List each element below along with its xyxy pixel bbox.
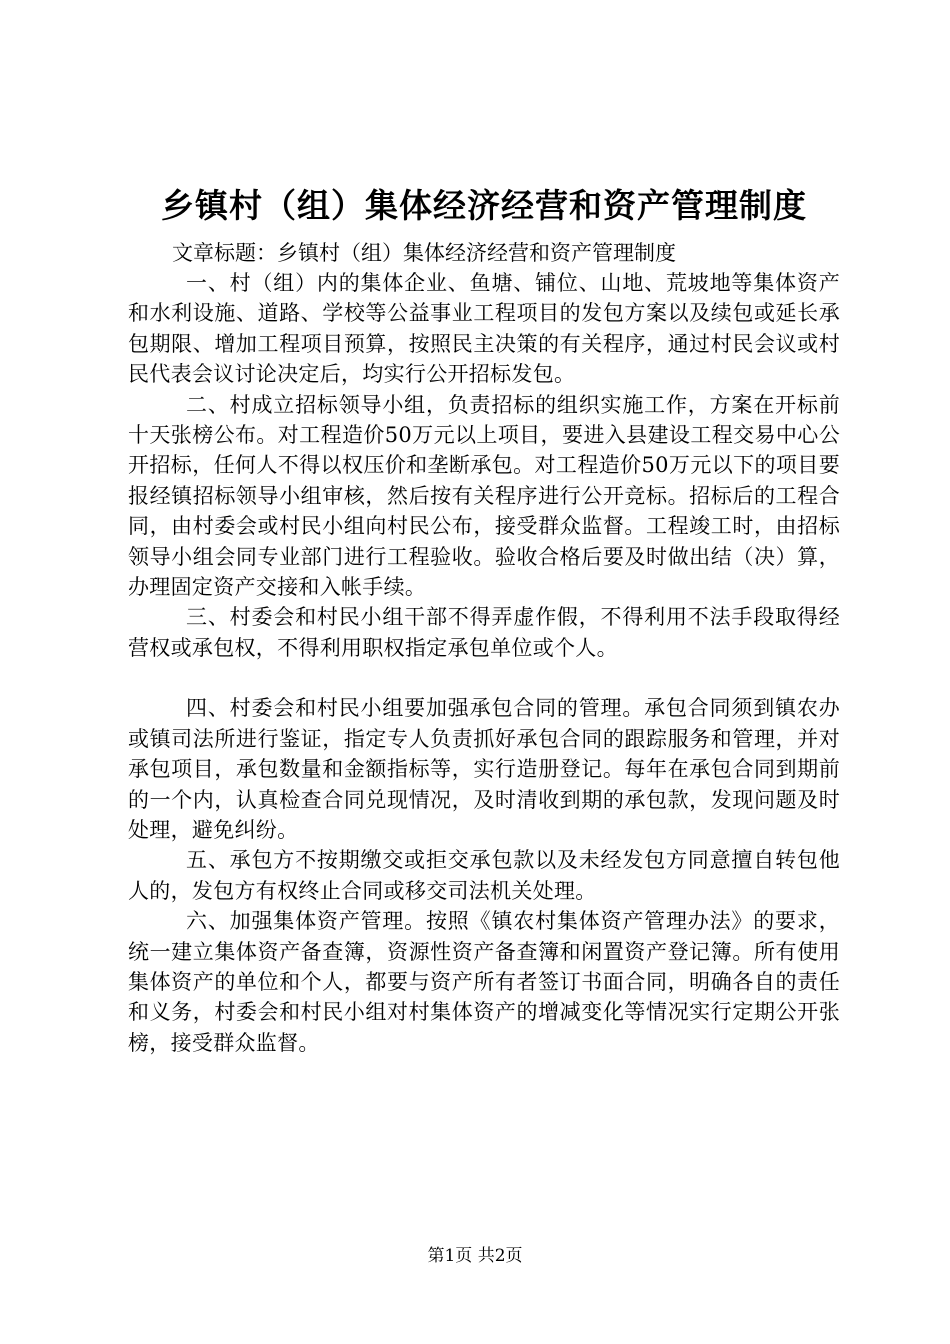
article-title-line: 文章标题：乡镇村（组）集体经济经营和资产管理制度 xyxy=(172,241,676,265)
document-title: 乡镇村（组）集体经济经营和资产管理制度 xyxy=(161,186,807,225)
paragraph-1: 一、村（组）内的集体企业、鱼塘、铺位、山地、荒坡地等集体资产和水利设施、道路、学校等公益事业工程项目的发包方案以及续包或延长承包期限、增加工程项目预算，按照民主决策的有关程序，通过村民会议或村民代表会议讨论决定后，均实行公开招标发包。 xyxy=(128,271,840,387)
document-page xyxy=(128,176,840,1058)
paragraph-3: 三、村委会和村民小组干部不得弄虚作假，不得利用不法手段取得经营权或承包权，不得利用职权指定承包单位或个人。 xyxy=(128,605,840,660)
paragraph-5: 五、承包方不按期缴交或拒交承包款以及未经发包方同意擅自转包他人的，发包方有权终止合同或移交司法机关处理。 xyxy=(128,848,840,903)
paragraph-2: 二、村成立招标领导小组，负责招标的组织实施工作，方案在开标前十天张榜公布。对工程造价50万元以上项目，要进入县建设工程交易中心公开招标，任何人不得以权压价和垄断承包。对工程造价50万元以下的项目要报经镇招标领导小组审核，然后按有关程序进行公开竞标。招标后的工程合同，由村委会或村民小组向村民公布，接受群众监督。工程竣工时，由招标领导小组会同专业部门进行工程验收。验收合格后要及时做出结（决）算，办理固定资产交接和入帐手续。 xyxy=(128,392,840,600)
paragraph-6: 六、加强集体资产管理。按照《镇农村集体资产管理办法》的要求，统一建立集体资产备查簿，资源性资产备查簿和闲置资产登记簿。所有使用集体资产的单位和个人，都要与资产所有者签订书面合同，明确各自的责任和义务，村委会和村民小组对村集体资产的增减变化等情况实行定期公开张榜，接受群众监督。 xyxy=(128,909,840,1055)
paragraph-4: 四、村委会和村民小组要加强承包合同的管理。承包合同须到镇农办或镇司法所进行鉴证，指定专人负责抓好承包合同的跟踪服务和管理，并对承包项目，承包数量和金额指标等，实行造册登记。每年在承包合同到期前的一个内，认真检查合同兑现情况，及时清收到期的承包款，发现问题及时处理，避免纠纷。 xyxy=(128,696,840,842)
page-number-footer: 第1页 共2页 xyxy=(427,1246,523,1266)
